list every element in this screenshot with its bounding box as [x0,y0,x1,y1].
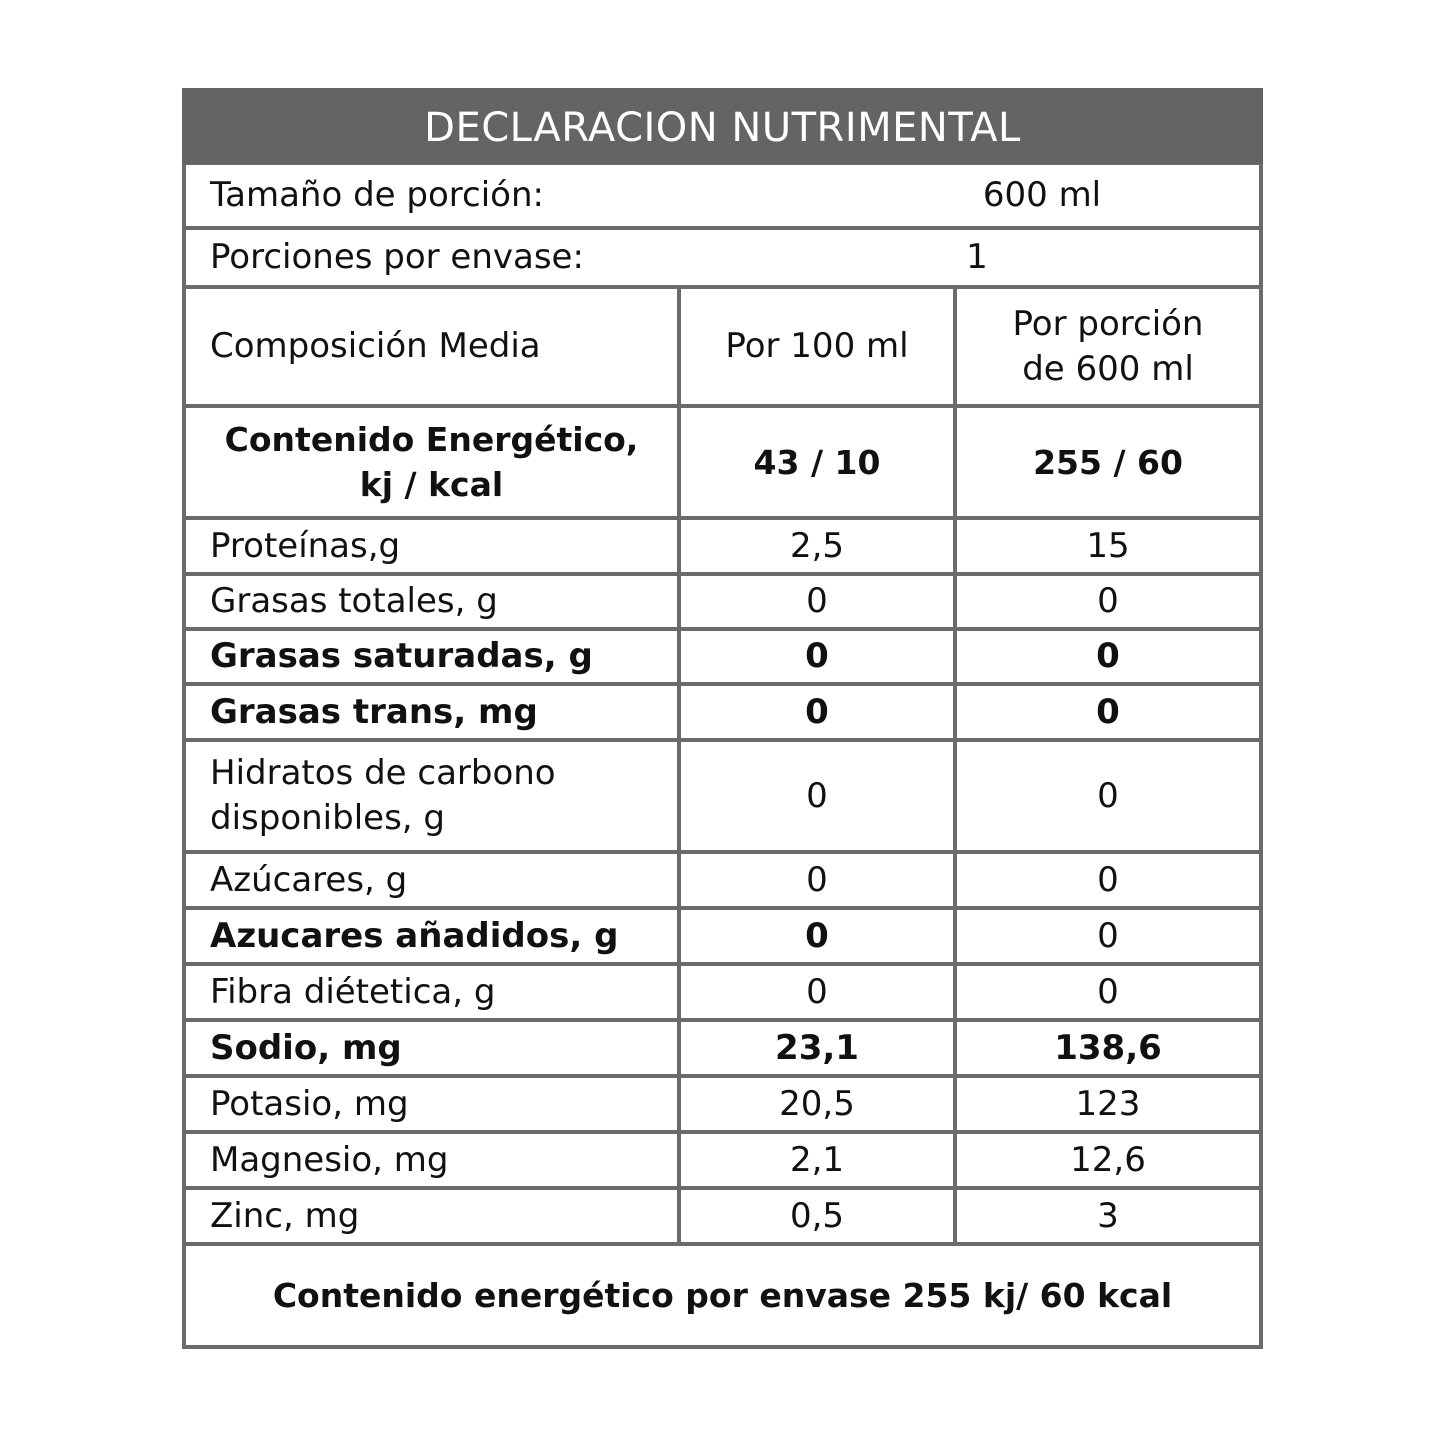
row-value-per-100: 0 [681,854,953,906]
row-value-per-portion: 0 [957,631,1259,682]
servings-per-container-value: 1 [966,237,988,277]
serving-size-row [186,165,1259,226]
row-label-magnesium: Magnesio, mg [186,1134,677,1186]
row-label-carbohydrates: Hidratos de carbono disponibles, g [186,742,677,850]
energy-per-portion: 255 / 60 [957,408,1259,516]
servings-per-container-row [186,230,1259,285]
row-value-per-portion: 0 [957,910,1259,962]
row-label-proteins: Proteínas,g [186,520,677,572]
energy-per-container-footer: Contenido energético por envase 255 kj/ 60 kcal [186,1246,1259,1345]
nutrition-facts-table [182,88,1263,1349]
row-label-zinc: Zinc, mg [186,1190,677,1242]
column-header-per-100: Por 100 ml [681,289,953,404]
row-value-per-portion: 0 [957,742,1259,850]
row-label-sodium: Sodio, mg [186,1022,677,1074]
table-title: DECLARACION NUTRIMENTAL [182,88,1263,164]
row-value-per-100: 0 [681,686,953,738]
row-value-per-portion: 0 [957,854,1259,906]
row-value-per-portion: 0 [957,966,1259,1018]
row-value-per-100: 2,1 [681,1134,953,1186]
row-value-per-100: 0 [681,910,953,962]
row-value-per-100: 20,5 [681,1078,953,1130]
row-value-per-100: 0 [681,966,953,1018]
row-value-per-portion: 0 [957,686,1259,738]
row-value-per-portion: 123 [957,1078,1259,1130]
row-label-fiber: Fibra diétetica, g [186,966,677,1018]
energy-label: Contenido Energético, kj / kcal [186,408,677,516]
row-value-per-100: 0 [681,742,953,850]
row-value-per-portion: 15 [957,520,1259,572]
energy-per-100: 43 / 10 [681,408,953,516]
row-value-per-100: 0 [681,631,953,682]
row-value-per-portion: 138,6 [957,1022,1259,1074]
row-value-per-100: 0 [681,576,953,627]
row-value-per-portion: 0 [957,576,1259,627]
row-label-saturated-fat: Grasas saturadas, g [186,631,677,682]
row-label-potassium: Potasio, mg [186,1078,677,1130]
row-label-sugars: Azúcares, g [186,854,677,906]
row-label-added-sugars: Azucares añadidos, g [186,910,677,962]
column-header-per-portion: Por porción de 600 ml [957,289,1259,404]
column-header-composition: Composición Media [186,289,677,404]
row-label-trans-fat: Grasas trans, mg [186,686,677,738]
serving-size-label: Tamaño de porción: [210,175,544,215]
servings-per-container-label: Porciones por envase: [210,237,584,277]
row-value-per-100: 2,5 [681,520,953,572]
row-value-per-100: 23,1 [681,1022,953,1074]
row-label-total-fat: Grasas totales, g [186,576,677,627]
row-value-per-100: 0,5 [681,1190,953,1242]
serving-size-value: 600 ml [982,175,1102,215]
row-value-per-portion: 12,6 [957,1134,1259,1186]
row-value-per-portion: 3 [957,1190,1259,1242]
